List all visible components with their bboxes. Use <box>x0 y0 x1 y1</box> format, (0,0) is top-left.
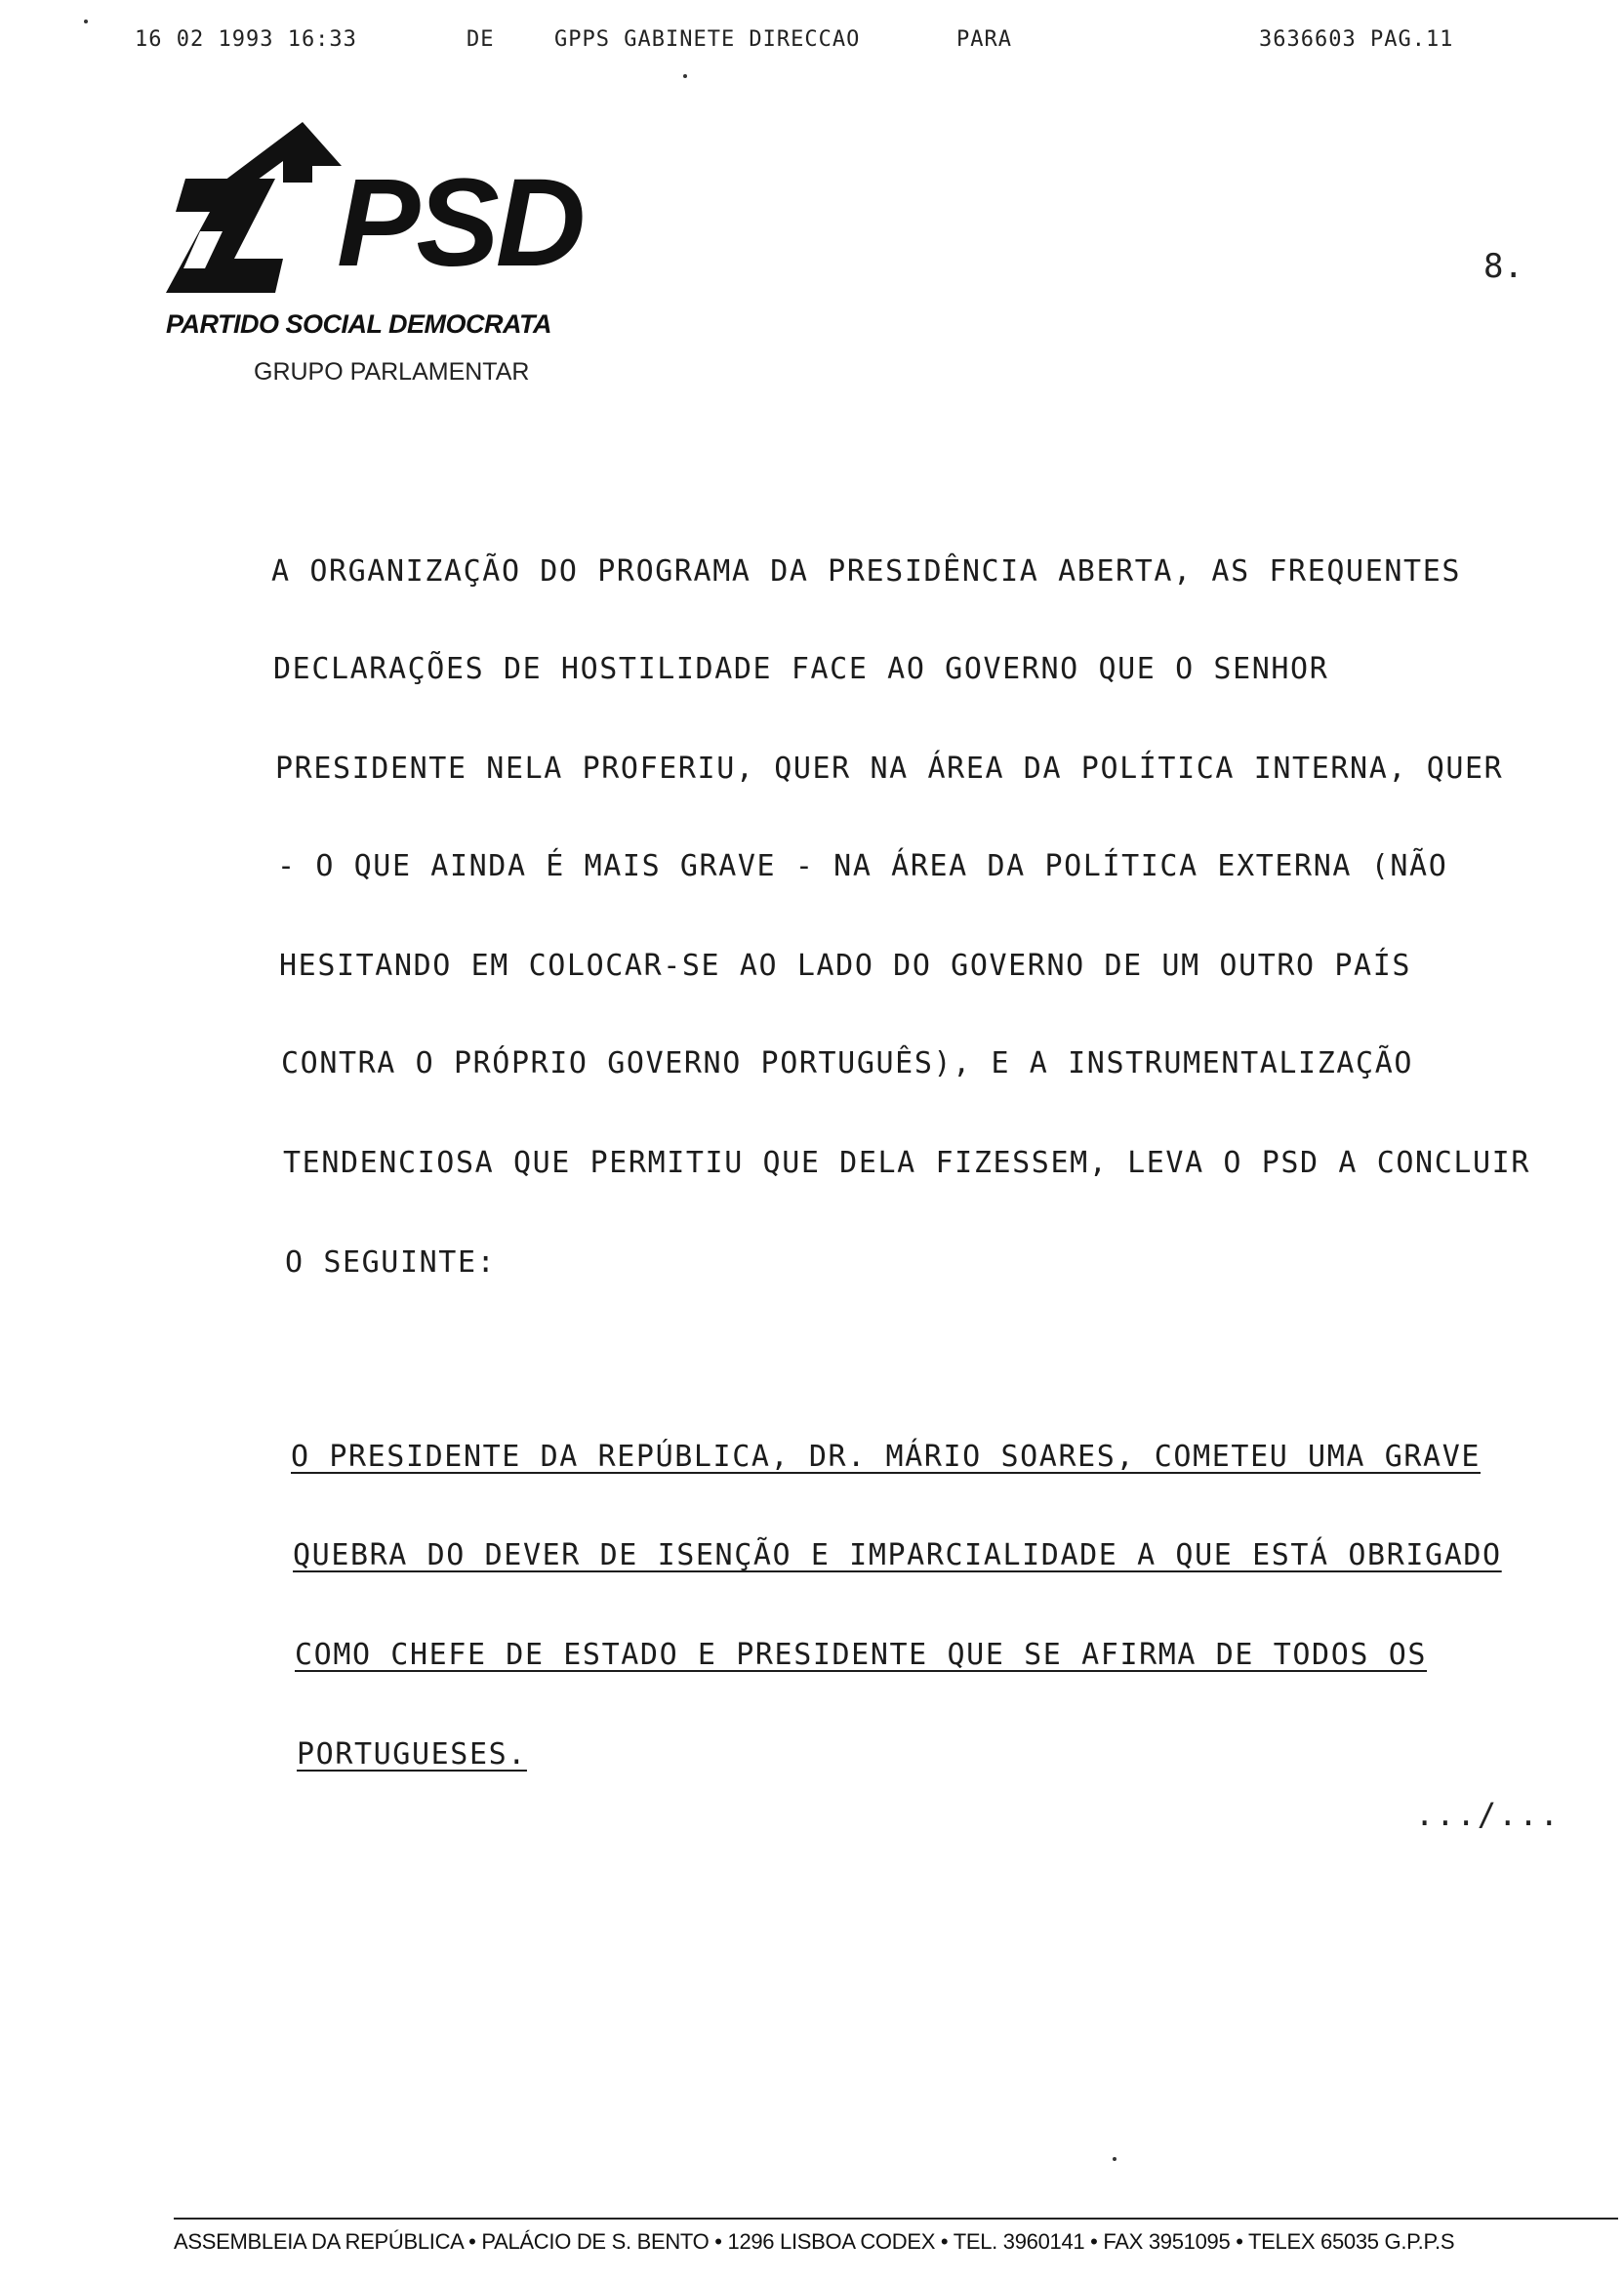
fax-date: 16 02 1993 16:33 <box>135 27 357 52</box>
psd-logo <box>166 122 634 395</box>
psd-arrow-icon <box>166 122 342 307</box>
body-line: O SEGUINTE: <box>285 1245 497 1280</box>
footer-divider <box>174 2218 1618 2220</box>
fax-to-label: PARA <box>956 27 1012 52</box>
logo-psd-text: PSD <box>337 153 583 293</box>
body-line: TENDENCIOSA QUE PERMITIU QUE DELA FIZESSEM, LEVA O PSD A CONCLUIR <box>283 1146 1530 1180</box>
party-name: PARTIDO SOCIAL DEMOCRATA <box>166 309 552 339</box>
parliamentary-group: GRUPO PARLAMENTAR <box>254 358 530 386</box>
footer-address: ASSEMBLEIA DA REPÚBLICA • PALÁCIO DE S. BENTO • 1296 LISBOA CODEX • TEL. 3960141 • FAX 3951095 • TELEX 65035 G.P.P.S <box>174 2229 1455 2254</box>
scan-speck <box>683 74 687 78</box>
highlighted-line: QUEBRA DO DEVER DE ISENÇÃO E IMPARCIALIDADE A QUE ESTÁ OBRIGADO <box>293 1538 1502 1572</box>
body-line: - O QUE AINDA É MAIS GRAVE - NA ÁREA DA POLÍTICA EXTERNA (NÃO <box>277 849 1448 883</box>
fax-header <box>0 27 1624 57</box>
fax-sender: GPPS GABINETE DIRECCAO <box>554 27 861 52</box>
highlighted-line: PORTUGUESES. <box>297 1737 527 1772</box>
continuation-mark: .../... <box>1415 1796 1561 1833</box>
body-line: DECLARAÇÕES DE HOSTILIDADE FACE AO GOVERNO QUE O SENHOR <box>273 652 1329 686</box>
highlighted-line: O PRESIDENTE DA REPÚBLICA, DR. MÁRIO SOARES, COMETEU UMA GRAVE <box>291 1440 1482 1474</box>
scan-speck <box>84 20 88 23</box>
highlighted-line: COMO CHEFE DE ESTADO E PRESIDENTE QUE SE AFIRMA DE TODOS OS <box>295 1638 1428 1672</box>
fax-number-page: 3636603 PAG.11 <box>1259 27 1454 52</box>
scan-speck <box>1113 2157 1116 2161</box>
body-line: CONTRA O PRÓPRIO GOVERNO PORTUGUÊS), E A INSTRUMENTALIZAÇÃO <box>281 1046 1414 1080</box>
body-line: HESITANDO EM COLOCAR-SE AO LADO DO GOVERNO DE UM OUTRO PAÍS <box>279 949 1412 983</box>
body-line: PRESIDENTE NELA PROFERIU, QUER NA ÁREA DA POLÍTICA INTERNA, QUER <box>275 752 1504 786</box>
body-line: A ORGANIZAÇÃO DO PROGRAMA DA PRESIDÊNCIA ABERTA, AS FREQUENTES <box>271 554 1462 589</box>
page-number: 8. <box>1483 247 1523 286</box>
fax-from-label: DE <box>467 27 495 52</box>
